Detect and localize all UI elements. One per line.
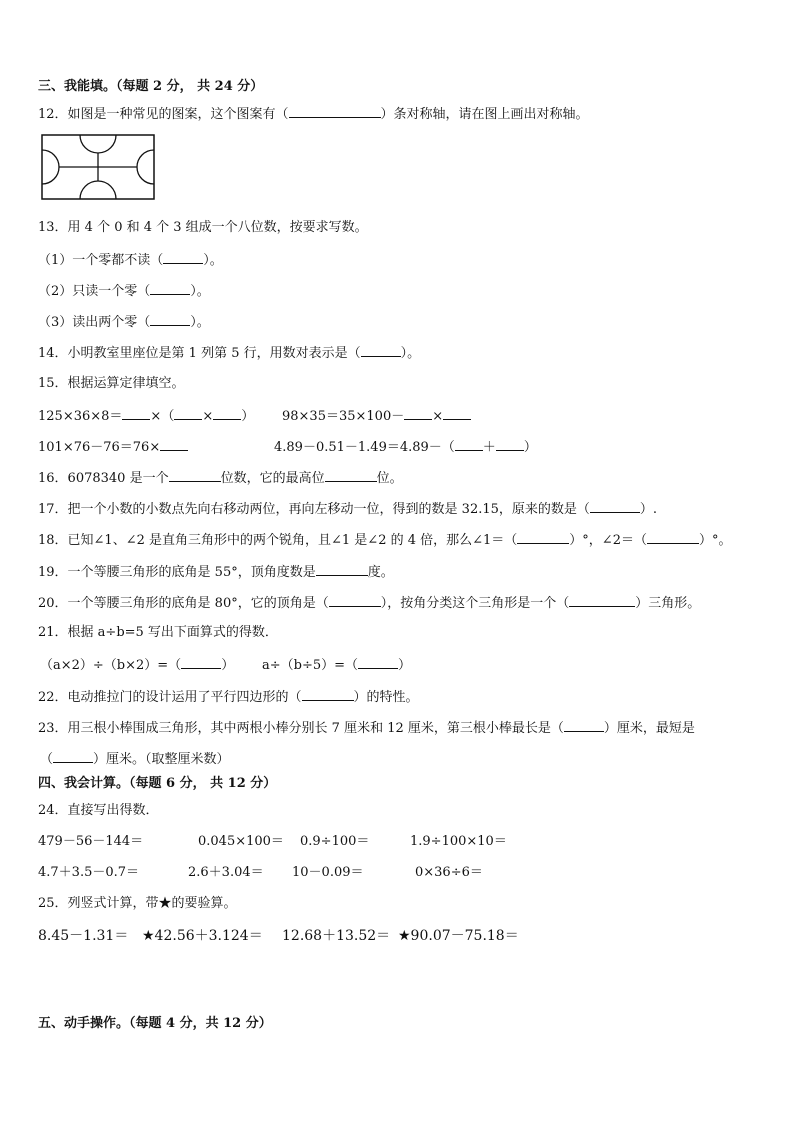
q18-blank-1[interactable] [517,530,569,544]
q18-blank-2[interactable] [647,530,699,544]
q15-r1-text-f: × [432,409,444,424]
q23-blank-1[interactable] [564,718,604,732]
question-25: 25．列竖式计算，带★的要验算。 [38,896,237,911]
q16-text-c: 位。 [376,471,403,486]
q13-part-2 [38,281,210,301]
q24-item: 479－56－144＝ [38,834,144,849]
q23-text-d: ）厘米。（取整厘米数） [93,752,230,767]
q22-text-b: ）的特性。 [353,690,419,705]
q18-text-a: 18．已知∠1、∠2 是直角三角形中的两个锐角，且∠1 是∠2 的 4 倍，那么∠1＝（ [38,533,518,548]
q15-r2-blank-2[interactable] [455,437,483,451]
question-24: 24．直接写出得数． [38,803,159,818]
q20-text-c: ）三角形。 [635,596,701,611]
q16-text-b: 位数，它的最高位 [220,471,325,486]
q25-item: 12.68＋13.52＝ [282,928,391,944]
q20-text-b: ），按角分类这个三角形是一个（ [380,596,570,611]
q25-item: ★90.07－75.18＝ [398,928,519,944]
q13-p1-end: ）。 [203,253,223,268]
q13-part-1 [38,250,223,270]
q24-item: 0.9÷100＝ [300,834,370,849]
q25-item: ★42.56＋3.124＝ [142,928,263,944]
q15-r1-text-a: 125×36×8＝ [38,409,123,424]
q21-e2-end: ） [398,658,412,673]
q15-r1-blank-5[interactable] [443,406,471,420]
q13-part-3 [38,312,210,332]
q12-text-a: 12．如图是一种常见的图案，这个图案有（ [38,107,289,122]
q21-e2-blank[interactable] [358,655,398,669]
question-18 [38,530,731,550]
q15-r1-blank-3[interactable] [213,406,241,420]
q21-e2-text: a÷（b÷5）=（ [262,658,359,673]
symmetry-pattern-figure [41,134,155,200]
q12-text-b: ）条对称轴，请在图上画出对称轴。 [380,107,589,122]
q20-blank-1[interactable] [329,593,381,607]
q23-blank-2[interactable] [53,749,93,763]
q17-blank[interactable] [590,499,640,513]
question-22 [38,687,419,707]
q15-row-1-right [282,406,471,426]
q13-p3-text: （3）读出两个零（ [38,315,151,330]
q18-text-b: ）°，∠2＝（ [569,533,647,548]
q17-text-a: 17．把一个小数的小数点先向右移动两位，再向左移动一位，得到的数是 32.15，原来的数是（ [38,502,590,517]
q24-item: 2.6＋3.04＝ [188,865,264,880]
question-12 [38,104,589,124]
q21-e1-end: ） [221,658,235,673]
q15-r1-blank-1[interactable] [122,406,150,420]
q15-r1-text-c: × [202,409,214,424]
q13-p3-end: ）。 [190,315,210,330]
q13-p1-blank[interactable] [163,250,203,264]
question-19 [38,562,394,582]
section-5-title: 五、动手操作。（每题 4 分，共 12 分） [38,1016,272,1031]
q17-text-b: ）. [639,502,658,517]
q15-r1-blank-4[interactable] [404,406,432,420]
q15-row-2-right [274,437,537,457]
q16-blank-2[interactable] [325,468,377,482]
question-17 [38,499,657,519]
q15-r1-blank-2[interactable] [174,406,202,420]
q15-r1-text-b: ×（ [150,409,175,424]
question-23 [38,718,695,738]
q15-r2-text-b: 4.89－0.51－1.49＝4.89－（ [274,440,455,455]
q16-text-a: 16．6078340 是一个 [38,471,169,486]
q24-item: 1.9÷100×10＝ [410,834,507,849]
q15-r1-text-e: 98×35＝35×100－ [282,409,405,424]
question-13: 13．用 4 个 0 和 4 个 3 组成一个八位数，按要求写数。 [38,220,368,235]
q24-item: 0.045×100＝ [198,834,284,849]
q24-item: 4.7＋3.5－0.7＝ [38,865,140,880]
q21-e1-text: （a×2）÷（b×2）=（ [40,658,182,673]
q15-row-2-left [38,437,188,457]
q13-p3-blank[interactable] [150,312,190,326]
q19-blank[interactable] [316,562,368,576]
q18-text-c: ）°。 [698,533,732,548]
q15-r2-text-a: 101×76－76＝76× [38,440,161,455]
q25-item: 8.45－1.31＝ [38,928,129,944]
q23-text-b: ）厘米，最短是 [603,721,695,736]
q21-e1-blank[interactable] [181,655,221,669]
q15-row-1-left [38,406,254,426]
q14-blank[interactable] [361,343,401,357]
q23-text-c: （ [40,752,54,767]
q14-text-a: 14．小明教室里座位是第 1 列第 5 行，用数对表示是（ [38,346,361,361]
q21-expr-1 [40,655,234,675]
q20-blank-2[interactable] [569,593,635,607]
question-16 [38,468,403,488]
q15-r2-text-d: ） [523,440,537,455]
q19-text-b: 度。 [367,565,394,580]
q16-blank-1[interactable] [169,468,221,482]
question-14 [38,343,420,363]
q12-blank[interactable] [289,104,381,118]
question-20 [38,593,700,613]
q15-r2-blank-1[interactable] [160,437,188,451]
q14-text-b: ）。 [400,346,421,361]
q20-text-a: 20．一个等腰三角形的底角是 80°，它的顶角是（ [38,596,329,611]
q15-r1-text-d: ） [241,409,255,424]
question-15: 15．根据运算定律填空。 [38,376,185,391]
section-4-title: 四、我会计算。（每题 6 分， 共 12 分） [38,776,277,791]
q19-text-a: 19．一个等腰三角形的底角是 55°，顶角度数是 [38,565,316,580]
q13-p2-blank[interactable] [150,281,190,295]
question-21: 21．根据 a÷b=5 写出下面算式的得数． [38,625,278,640]
q22-blank[interactable] [302,687,354,701]
q13-p2-text: （2）只读一个零（ [38,284,151,299]
q21-expr-2 [262,655,411,675]
q23-text-a: 23．用三根小棒围成三角形，其中两根小棒分别长 7 厘米和 12 厘米，第三根小棒最长是（ [38,721,564,736]
q22-text-a: 22．电动推拉门的设计运用了平行四边形的（ [38,690,302,705]
q13-p2-end: ）。 [190,284,210,299]
q13-p1-text: （1）一个零都不读（ [38,253,164,268]
question-23-cont [40,749,230,769]
section-3-title: 三、我能填。（每题 2 分， 共 24 分） [38,79,264,94]
q15-r2-text-c: ＋ [482,440,496,455]
q24-item: 0×36÷6＝ [415,865,483,880]
q15-r2-blank-3[interactable] [496,437,524,451]
q24-item: 10－0.09＝ [292,865,364,880]
